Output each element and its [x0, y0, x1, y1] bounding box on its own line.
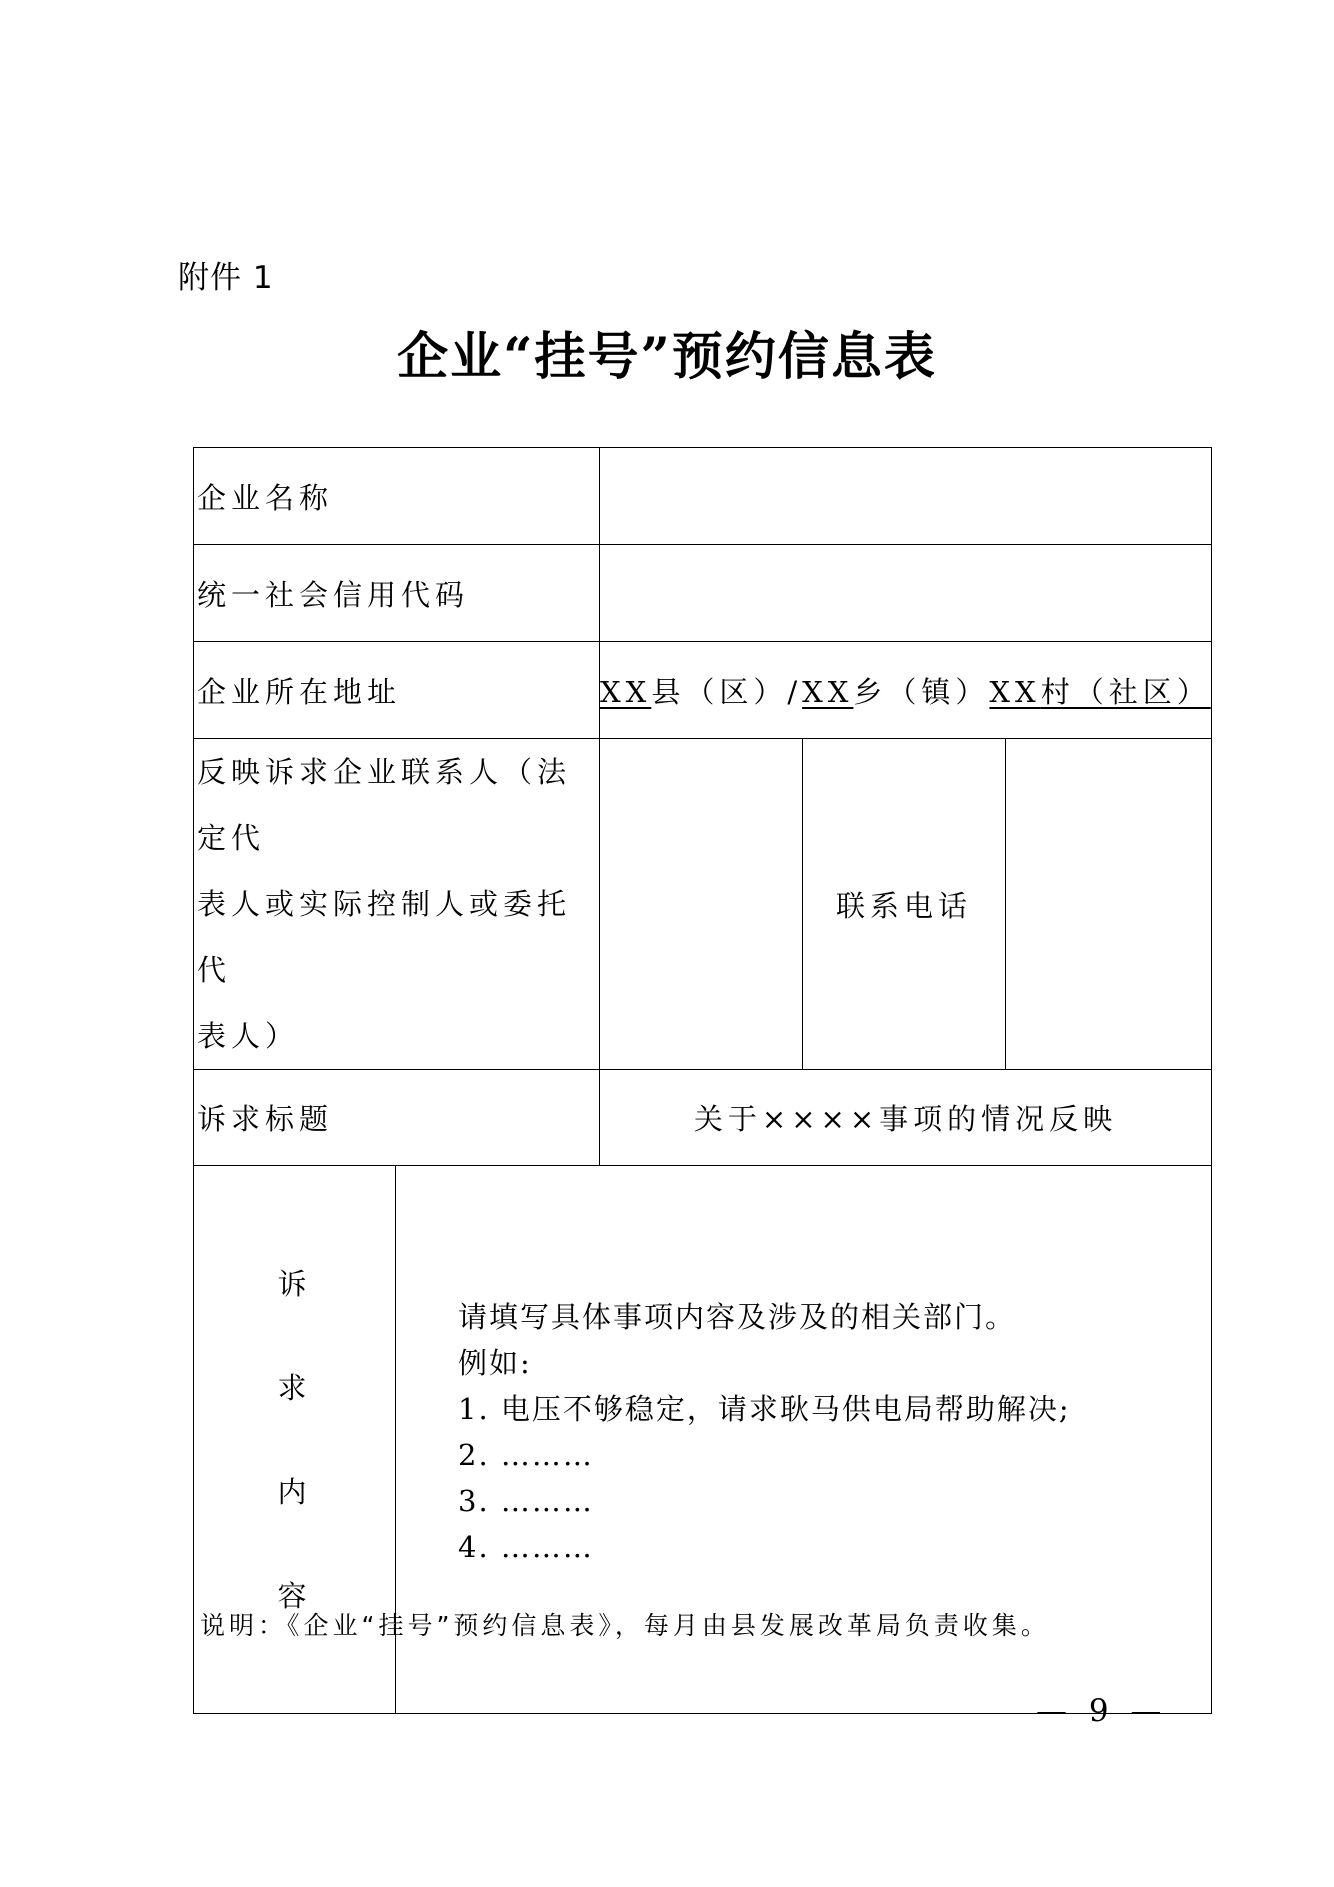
content-line: 2. ………: [458, 1438, 594, 1472]
row-address: [194, 642, 1212, 739]
page-title: 企业“挂号”预约信息表: [397, 327, 937, 387]
phone-label: 联系电话: [803, 739, 1006, 1070]
credit-code-field[interactable]: [600, 545, 1212, 642]
row-contact: [194, 739, 1212, 1070]
topic-label: 诉求标题: [194, 1070, 600, 1166]
content-label-char: 求: [277, 1370, 312, 1405]
township-suffix: 乡（镇）: [853, 674, 990, 709]
contact-label: [194, 739, 600, 1070]
township-value: XX: [802, 674, 854, 709]
row-company-name: [194, 448, 1212, 545]
content-line: 4. ………: [458, 1530, 594, 1564]
county-suffix: 县（区）/: [651, 674, 803, 709]
credit-code-label: 统一社会信用代码: [194, 545, 600, 642]
page-number: — 9 —: [1036, 1693, 1168, 1729]
topic-field[interactable]: 关于××××事项的情况反映: [600, 1070, 1212, 1166]
content-line: 1. 电压不够稳定，请求耿马供电局帮助解决;: [458, 1392, 1071, 1426]
address-label: 企业所在地址: [194, 642, 600, 739]
village-suffix: 村（社区）: [1040, 674, 1211, 709]
content-line: 例如:: [458, 1346, 532, 1380]
village-value: XX: [989, 674, 1041, 709]
contact-label-line: 表人）: [197, 1019, 300, 1053]
row-credit-code: [194, 545, 1212, 642]
contact-label-line: 反映诉求企业联系人（法定代: [197, 755, 572, 855]
info-form-table: [193, 447, 1212, 1714]
contact-field[interactable]: [600, 739, 803, 1070]
attachment-label: 附件 1: [178, 260, 274, 296]
contact-label-line: 表人或实际控制人或委托代: [197, 887, 572, 987]
county-value: XX: [600, 674, 652, 709]
company-name-label: 企业名称: [194, 448, 600, 545]
address-field[interactable]: [600, 642, 1212, 739]
content-line: 请填写具体事项内容及涉及的相关部门。: [458, 1300, 1017, 1334]
phone-field[interactable]: [1006, 739, 1212, 1070]
content-label-char: 容: [277, 1578, 312, 1613]
content-label-char: 内: [277, 1474, 312, 1509]
content-label-char: 诉: [277, 1266, 312, 1301]
footnote: 说明：《企业“挂号”预约信息表》，每月由县发展改革局负责收集。: [200, 1611, 1050, 1640]
company-name-field[interactable]: [600, 448, 1212, 545]
content-line: 3. ………: [458, 1484, 594, 1518]
row-topic: [194, 1070, 1212, 1166]
